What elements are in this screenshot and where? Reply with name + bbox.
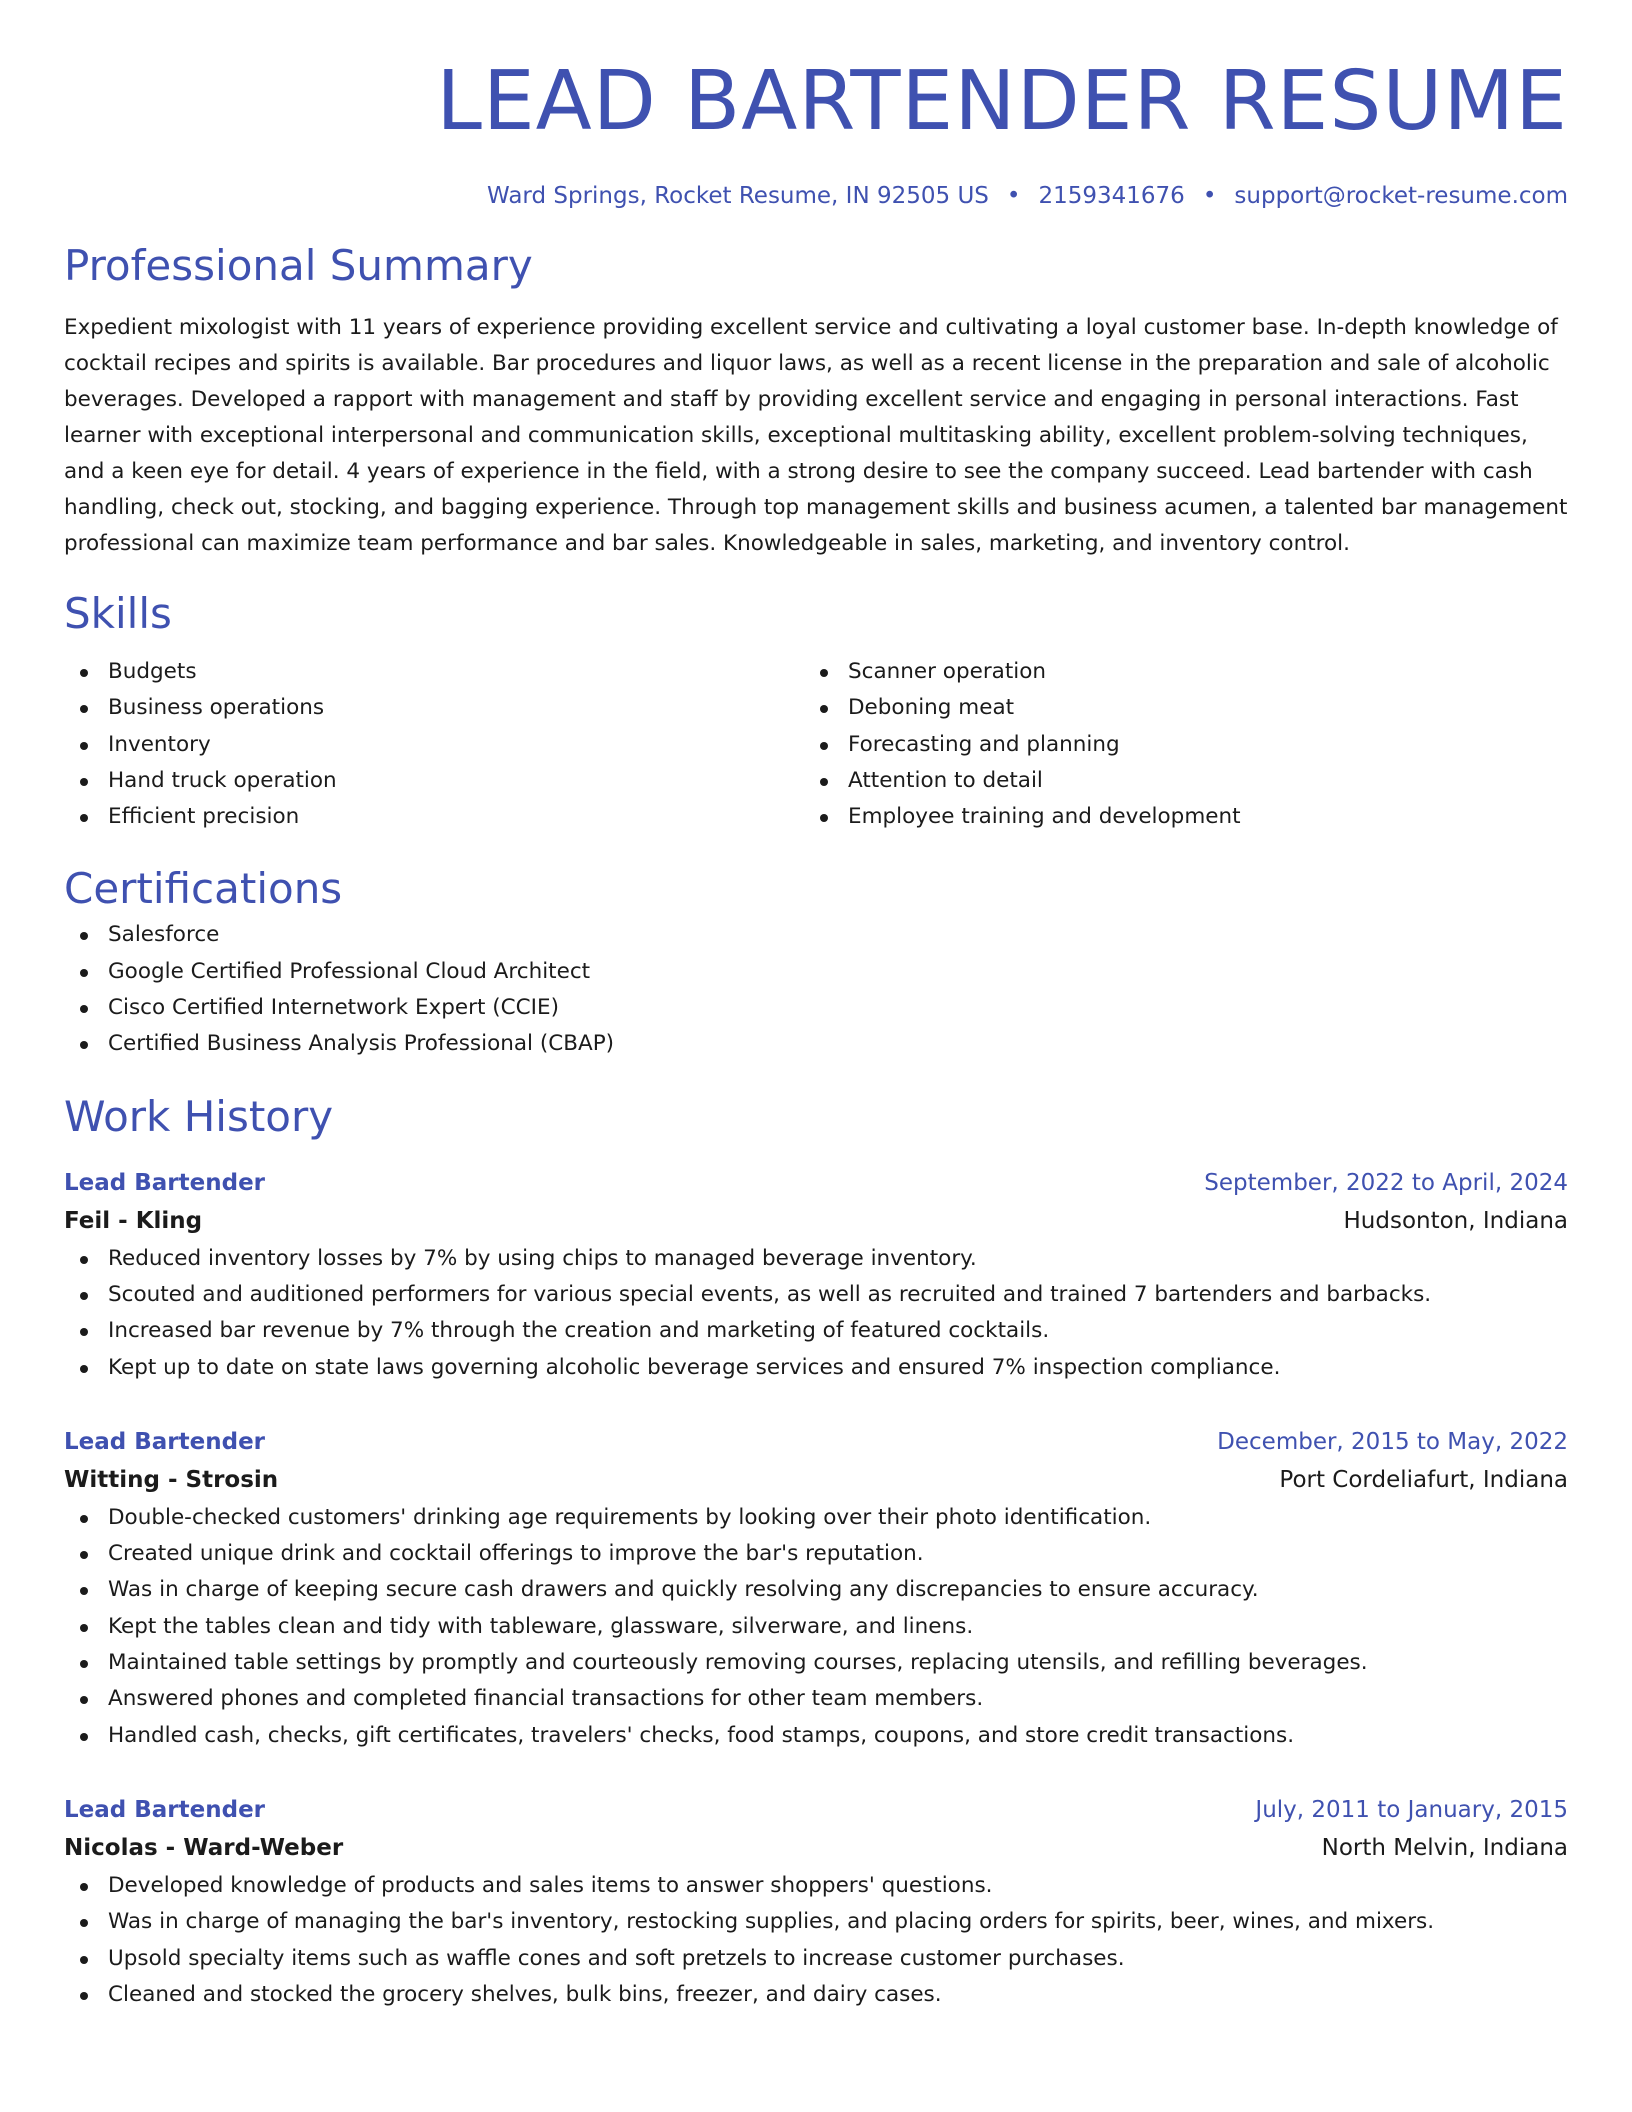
job-dates: December, 2015 to May, 2022: [1217, 1428, 1568, 1455]
skill-item: Hand truck operation: [64, 763, 804, 799]
job-bullet: Handled cash, checks, gift certificates, travelers' checks, food stamps, coupons, and store credit transactions.: [64, 1718, 1568, 1754]
job-location: Hudsonton, Indiana: [1343, 1207, 1568, 1234]
contact-address: Ward Springs, Rocket Resume, IN 92505 US: [487, 183, 989, 209]
job-bullet: Maintained table settings by promptly and courteously removing courses, replacing utensils, and refilling beverages.: [64, 1645, 1568, 1681]
contact-separator: •: [1202, 183, 1217, 209]
job-header-row: [64, 1424, 1568, 1460]
job-bullet: Created unique drink and cocktail offerings to improve the bar's reputation.: [64, 1536, 1568, 1572]
contact-separator: •: [1006, 183, 1021, 209]
skill-item: Forecasting and planning: [804, 727, 1544, 763]
job-bullet: Was in charge of keeping secure cash drawers and quickly resolving any discrepancies to ensure accuracy.: [64, 1572, 1568, 1608]
skills-column-left: [64, 654, 804, 835]
job-bullet: Developed knowledge of products and sales items to answer shoppers' questions.: [64, 1868, 1568, 1904]
certifications-list: [64, 917, 1568, 1062]
work-history-heading: Work History: [64, 1091, 334, 1141]
contact-phone: 2159341676: [1038, 183, 1185, 209]
skill-item: Budgets: [64, 654, 804, 690]
skill-item: Efficient precision: [64, 799, 804, 835]
job-bullet: Double-checked customers' drinking age requirements by looking over their photo identification.: [64, 1500, 1568, 1536]
job-location: North Melvin, Indiana: [1321, 1834, 1568, 1861]
job-header-row: [64, 1792, 1568, 1828]
job-bullet: Scouted and auditioned performers for various special events, as well as recruited and trained 7 bartenders and barbacks.: [64, 1277, 1568, 1313]
skills-columns: [64, 654, 1568, 835]
job-bullets: [64, 1241, 1568, 1386]
skill-item: Deboning meat: [804, 690, 1544, 726]
job-entry: [64, 1792, 1568, 2013]
certification-item: Cisco Certified Internetwork Expert (CCIE): [64, 990, 1568, 1026]
job-bullet: Increased bar revenue by 7% through the creation and marketing of featured cocktails.: [64, 1313, 1568, 1349]
job-company-row: [64, 1201, 1568, 1241]
job-location: Port Cordeliafurt, Indiana: [1279, 1466, 1568, 1493]
job-bullet: Upsold specialty items such as waffle cones and soft pretzels to increase customer purchases.: [64, 1941, 1568, 1977]
resume-title: LEAD BARTENDER RESUME: [436, 54, 1568, 149]
job-entry: [64, 1424, 1568, 1754]
job-role: Lead Bartender: [64, 1428, 266, 1455]
job-bullet: Reduced inventory losses by 7% by using chips to managed beverage inventory.: [64, 1241, 1568, 1277]
job-dates: September, 2022 to April, 2024: [1204, 1169, 1568, 1196]
job-bullet: Answered phones and completed financial transactions for other team members.: [64, 1681, 1568, 1717]
job-header-row: [64, 1165, 1568, 1201]
skills-list-left: [64, 654, 804, 835]
skills-heading: Skills: [64, 589, 172, 638]
skills-column-right: [804, 654, 1544, 835]
job-company-row: [64, 1460, 1568, 1500]
job-role: Lead Bartender: [64, 1796, 266, 1823]
certifications-heading: Certifications: [64, 864, 343, 914]
job-company: Nicolas - Ward-Weber: [64, 1834, 344, 1861]
job-bullet: Kept up to date on state laws governing alcoholic beverage services and ensured 7% inspection compliance.: [64, 1350, 1568, 1386]
certification-item: Salesforce: [64, 917, 1568, 953]
job-company-row: [64, 1828, 1568, 1868]
contact-line: [64, 180, 1568, 212]
job-bullets: [64, 1500, 1568, 1754]
job-bullet: Was in charge of managing the bar's inventory, restocking supplies, and placing orders for spirits, beer, wines, and mixers.: [64, 1904, 1568, 1940]
skill-item: Attention to detail: [804, 763, 1544, 799]
job-dates: July, 2011 to January, 2015: [1255, 1796, 1568, 1823]
skills-list-right: [804, 654, 1544, 835]
job-bullets: [64, 1868, 1568, 2013]
skill-item: Business operations: [64, 690, 804, 726]
skill-item: Scanner operation: [804, 654, 1544, 690]
job-bullet: Cleaned and stocked the grocery shelves, bulk bins, freezer, and dairy cases.: [64, 1977, 1568, 2013]
certification-item: Certified Business Analysis Professional (CBAP): [64, 1026, 1568, 1062]
certification-item: Google Certified Professional Cloud Architect: [64, 954, 1568, 990]
job-entry: [64, 1165, 1568, 1386]
skill-item: Employee training and development: [804, 799, 1544, 835]
job-role: Lead Bartender: [64, 1169, 266, 1196]
job-company: Witting - Strosin: [64, 1466, 279, 1493]
skill-item: Inventory: [64, 727, 804, 763]
job-company: Feil - Kling: [64, 1207, 203, 1234]
summary-text: Expedient mixologist with 11 years of experience providing excellent service and cultivating a loyal customer base. In-depth knowledge of cocktail recipes and spirits is available. Bar procedures and liquor laws, as well as a recent license in the preparation and sale of alcoholic beverages. Developed a rapport with management and staff by providing excellent service and engaging in personal interactions. Fast learner with exceptional interpersonal and communication skills, exceptional multitasking ability, excellent problem-solving techniques, and a keen eye for detail. 4 years of experience in the field, with a strong desire to see the company succeed. Lead bartender with cash handling, check out, stocking, and bagging experience. Through top management skills and business acumen, a talented bar management professional can maximize team performance and bar sales. Knowledgeable in sales, marketing, and inventory control.: [64, 315, 1568, 556]
contact-email[interactable]: support@rocket-resume.com: [1234, 183, 1568, 209]
job-bullet: Kept the tables clean and tidy with tableware, glassware, silverware, and linens.: [64, 1609, 1568, 1645]
summary-heading: Professional Summary: [64, 241, 533, 290]
